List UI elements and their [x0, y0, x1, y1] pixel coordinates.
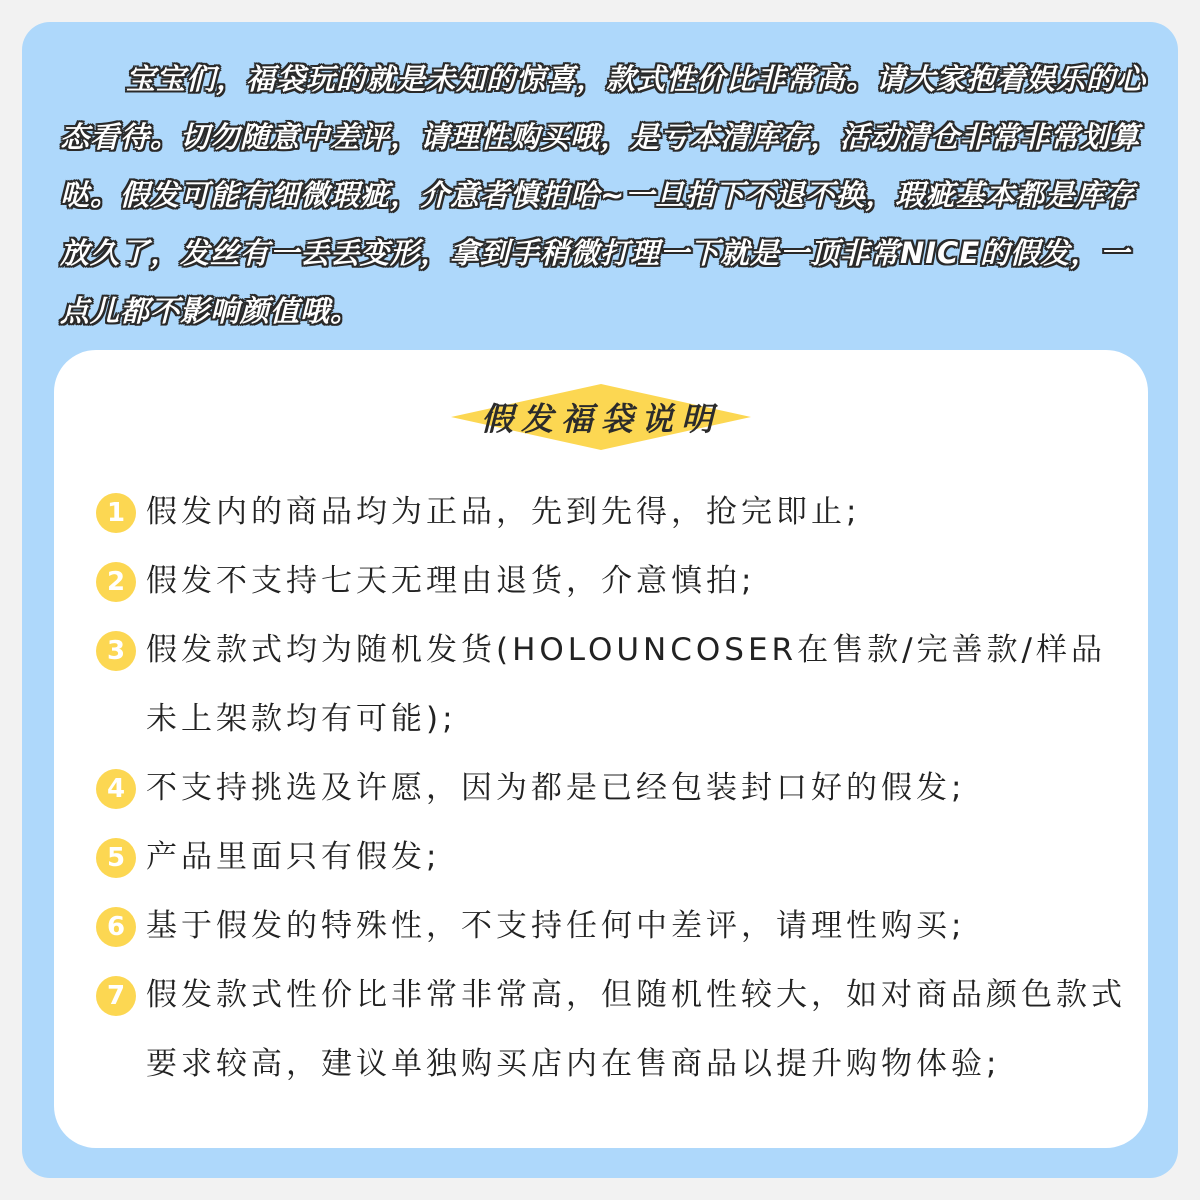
instructions-panel [54, 350, 1148, 1148]
item-text: 假发款式均为随机发货(HOLOUNCOSER在售款/完善款/样品未上架款均有可能); [146, 632, 1106, 737]
item-text: 假发内的商品均为正品，先到先得，抢完即止; [146, 494, 861, 530]
number-badge: 1 [96, 493, 136, 533]
list-item [86, 823, 1126, 892]
number-badge: 7 [96, 976, 136, 1016]
number-badge: 2 [96, 562, 136, 602]
intro-paragraph: 宝宝们，福袋玩的就是未知的惊喜，款式性价比非常高。请大家抱着娱乐的心态看待。切勿随意中差评，请理性购买哦，是亏本清库存，活动清仓非常非常划算哒。假发可能有细微瑕疵，介意者慎拍哈~一旦拍下不退不换，瑕疵基本都是库存放久了，发丝有一丢丢变形，拿到手稍微打理一下就是一顶非常NICE的假发，一点儿都不影响颜值哦。 [60, 62, 1147, 328]
number-badge: 6 [96, 907, 136, 947]
list-item [86, 754, 1126, 823]
list-item [86, 892, 1126, 961]
item-text: 产品里面只有假发; [146, 839, 441, 875]
panel-title: 假发福袋说明 [480, 400, 721, 438]
item-text: 不支持挑选及许愿，因为都是已经包装封口好的假发; [146, 770, 966, 806]
instruction-list [86, 478, 1126, 1099]
number-badge: 5 [96, 838, 136, 878]
notice-frame [22, 22, 1178, 1178]
item-text: 基于假发的特殊性，不支持任何中差评，请理性购买; [146, 908, 966, 944]
item-text: 假发款式性价比非常非常高，但随机性较大，如对商品颜色款式要求较高，建议单独购买店内在售商品以提升购物体验; [146, 977, 1126, 1082]
number-badge: 4 [96, 769, 136, 809]
list-item [86, 961, 1126, 1099]
number-badge: 3 [96, 631, 136, 671]
list-item [86, 547, 1126, 616]
item-text: 假发不支持七天无理由退货，介意慎拍; [146, 563, 756, 599]
panel-title-banner [54, 382, 1148, 452]
list-item [86, 478, 1126, 547]
list-item [86, 616, 1126, 754]
